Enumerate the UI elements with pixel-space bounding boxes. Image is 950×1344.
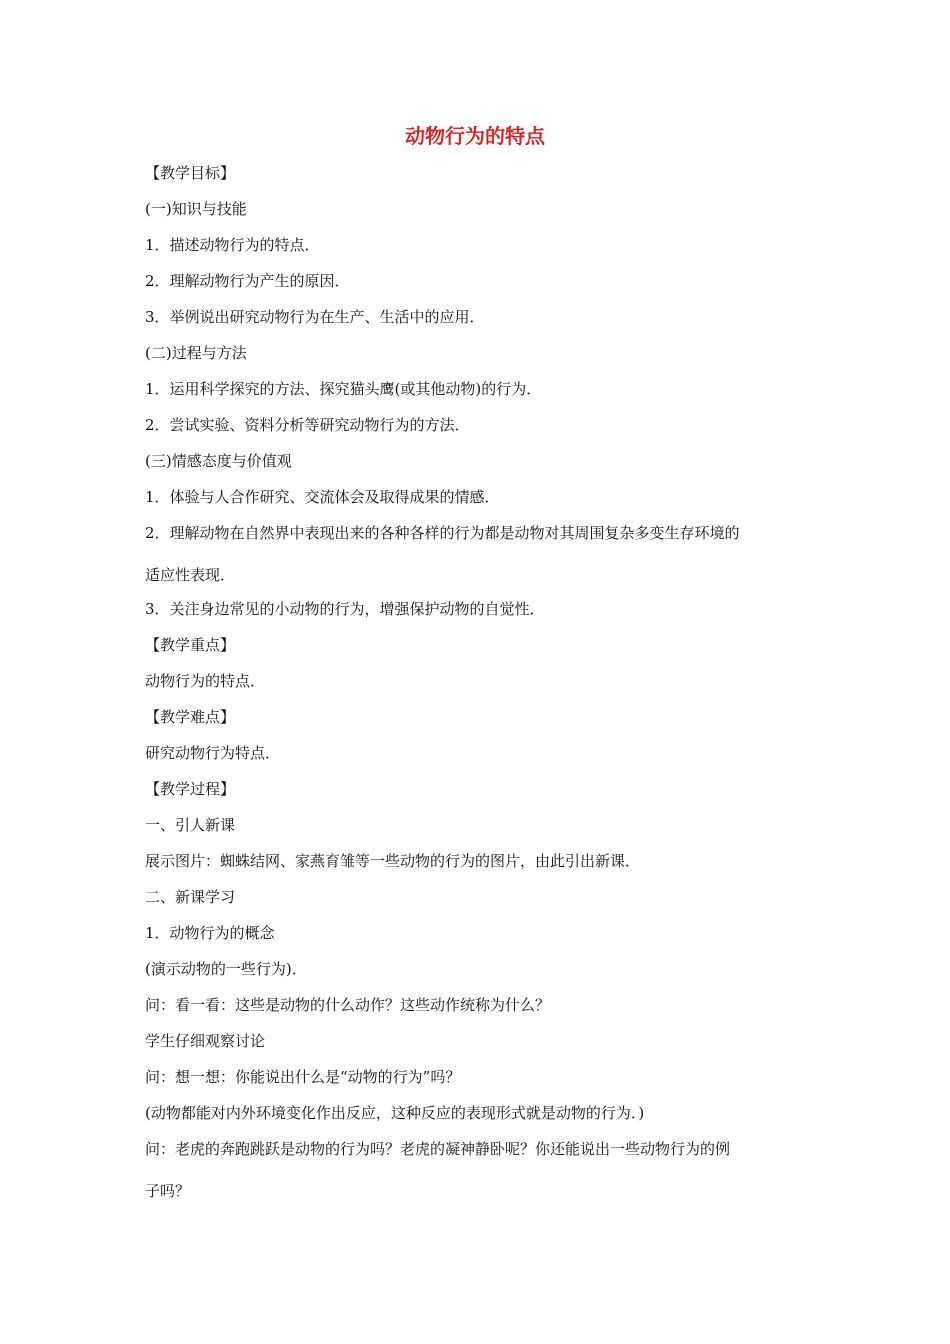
list-item: 1．运用科学探究的方法、探究猫头鹰(或其他动物)的行为． [145, 380, 542, 398]
list-item: 1．体验与人合作研究、交流体会及取得成果的情感． [145, 488, 500, 506]
list-item: 2．尝试实验、资料分析等研究动物行为的方法． [145, 416, 470, 434]
section-heading-key-points: 【教学重点】 [145, 636, 236, 654]
list-item: 1．动物行为的概念 [145, 924, 275, 942]
question: 问：想一想：你能说出什么是“动物的行为”吗？ [145, 1068, 461, 1086]
subheading-attitude-values: (三)情感态度与价值观 [145, 452, 292, 470]
section-heading-objectives: 【教学目标】 [145, 164, 236, 182]
list-item: 3．举例说出研究动物行为在生产、生活中的应用． [145, 308, 485, 326]
list-item-continuation: 适应性表现． [145, 566, 236, 584]
paragraph: 动物行为的特点． [145, 672, 266, 690]
question: 问：看一看：这些是动物的什么动作？这些动作统称为什么？ [145, 996, 551, 1014]
list-item: 2．理解动物行为产生的原因． [145, 272, 350, 290]
subheading-knowledge-skills: (一)知识与技能 [145, 200, 247, 218]
subheading-process-method: (二)过程与方法 [145, 344, 247, 362]
paragraph: 展示图片：蜘蛛结网、家燕育雏等一些动物的行为的图片，由此引出新课． [145, 852, 641, 870]
paragraph: (演示动物的一些行为)． [145, 960, 307, 978]
document-title: 动物行为的特点 [405, 124, 545, 148]
paragraph: 研究动物行为特点． [145, 744, 281, 762]
list-item: 1．描述动物行为的特点． [145, 236, 320, 254]
subheading-introduction: 一、引人新课 [145, 816, 236, 834]
section-heading-difficulties: 【教学难点】 [145, 708, 236, 726]
subheading-new-lesson: 二、新课学习 [145, 888, 236, 906]
list-item: 2．理解动物在自然界中表现出来的各种各样的行为都是动物对其周围复杂多变生存环境的 [145, 524, 740, 542]
question-continuation: 子吗？ [145, 1182, 191, 1200]
paragraph: 学生仔细观察讨论 [145, 1032, 266, 1050]
list-item: 3．关注身边常见的小动物的行为，增强保护动物的自觉性． [145, 600, 545, 618]
section-heading-process: 【教学过程】 [145, 780, 236, 798]
question: 问：老虎的奔跑跳跃是动物的行为吗？老虎的凝神静卧呢？你还能说出一些动物行为的例 [145, 1140, 731, 1158]
paragraph: (动物都能对内外环境变化作出反应，这种反应的表现形式就是动物的行为．) [145, 1104, 645, 1122]
